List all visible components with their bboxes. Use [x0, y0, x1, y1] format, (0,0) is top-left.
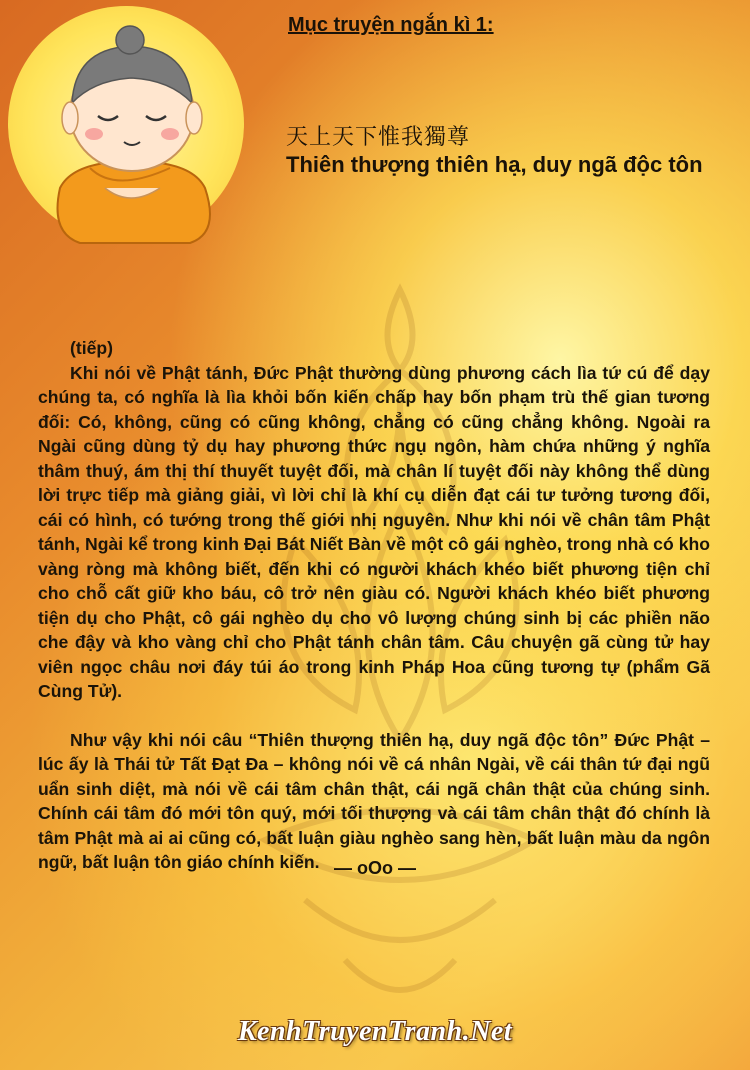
- story-body: [38, 336, 710, 875]
- quote-title: Thiên thượng thiên hạ, duy ngã độc tôn: [286, 152, 703, 177]
- seated-monk-icon: [20, 18, 240, 258]
- site-watermark: KenhTruyenTranh.Net: [237, 1016, 513, 1047]
- story-paragraph: Khi nói về Phật tánh, Đức Phật thường dùng phương cách lìa tứ cú để dạy chúng ta, có nghĩa là lìa khỏi bốn kiến chấp hay bốn phạm trù thế gian tương đối: Có, không, cũng có cũng không, chẳng có cũng chẳng không. Ngoài ra Ngài cũng dùng tỷ dụ hay phương thức ngụ ngôn, hàm chứa những ý nghĩa thâm thuý, ám thị thí thuyết tuyệt đối, mà chân lí tuyệt đối này không thể dùng lời trực tiếp mà giảng giải, vì lời chỉ là khí cụ diễn đạt cái tư tưởng tương đối, cái có hình, có tướng trong thế giới nhị nguyên. Như khi nói về chân tâm Phật tánh, Ngài kể trong kinh Đại Bát Niết Bàn về một cô gái nghèo, trong nhà có kho vàng ròng mà không biết, đến khi có người khách khéo biết phương tiện chỉ cho chỗ cất giữ kho báu, cô trở nên giàu có. Người khách khéo biết phương tiện dụ cho Phật, cô gái nghèo dụ cho vô lượng chúng sinh bị các phiền não che đậy và kho vàng chỉ cho Phật tánh chân tâm. Câu chuyện gã cùng tử hay viên ngọc châu nơi đáy túi áo trong kinh Pháp Hoa cũng tương tự (phẩm Gã Cùng Tử).: [38, 362, 710, 701]
- series-title: Mục truyện ngắn kì 1:: [288, 14, 494, 36]
- continued-label: (tiếp): [70, 338, 113, 358]
- section-separator: — oOo —: [334, 858, 416, 878]
- chinese-quote: 天上天下惟我獨尊: [286, 125, 471, 150]
- story-paragraph: Như vậy khi nói câu “Thiên thượng thiên hạ, duy ngã độc tôn” Đức Phật – lúc ấy là Thái tử Tất Đạt Đa – không nói về cá nhân Ngài, về cái thân tứ đại ngũ uẩn sinh diệt, mà nói về cái tâm chân thật, cái ngã chân thật của chúng sinh. Chính cái tâm đó mới tôn quý, mới tối thượng và cái tâm chân thật đó chính là tâm Phật mà ai ai cũng có, bất luận giàu nghèo sang hèn, bất luận màu da ngôn ngữ, bất luận tôn giáo chính kiến.: [38, 729, 710, 872]
